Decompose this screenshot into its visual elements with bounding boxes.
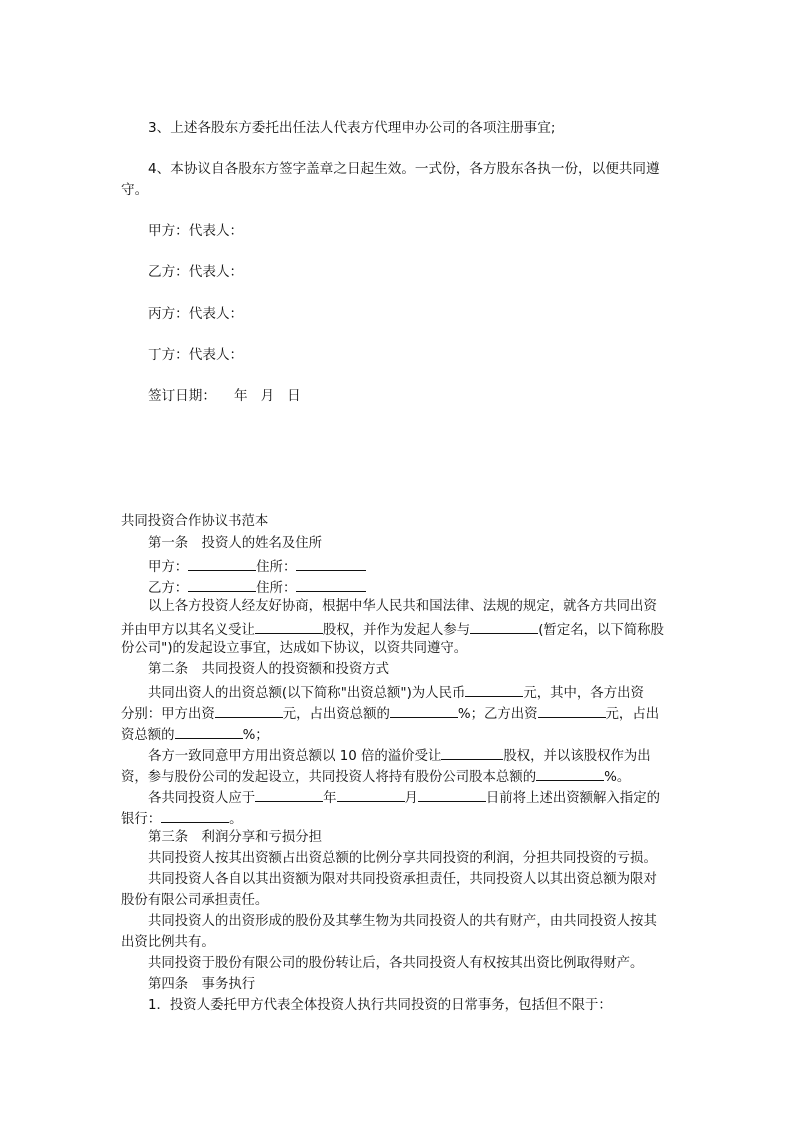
share-percent-blank bbox=[536, 768, 604, 781]
para-1-line2: 并由甲方以其名义受让 股权，并作为发起人参与 (暂定名，以下简称股 bbox=[121, 623, 664, 638]
party-b-info: 乙方： 住所： bbox=[148, 579, 366, 595]
para-6-line2: 股份有限公司承担责任。 bbox=[121, 893, 269, 908]
party-b-amount-blank bbox=[538, 705, 606, 718]
para-9: 1．投资人委托甲方代表全体投资人执行共同投资的日常事务，包括但不限于： bbox=[148, 998, 612, 1013]
deadline-year-blank bbox=[255, 789, 323, 802]
deadline-month-blank bbox=[337, 789, 405, 802]
para-4-line1: 各共同投资人应于 年 月 日前将上述出资额解入指定的 bbox=[148, 791, 660, 806]
clause-4-line2: 守。 bbox=[121, 182, 149, 198]
party-a-info: 甲方： 住所： bbox=[148, 558, 366, 574]
article-3-title: 第三条 利润分享和亏损分担 bbox=[148, 830, 323, 845]
para-5: 共同投资人按其出资额占出资总额的比例分享共同投资的利润，分担共同投资的亏损。 bbox=[148, 851, 657, 866]
party-a-name-blank bbox=[188, 558, 256, 571]
para-4-line2: 银行： 。 bbox=[121, 812, 243, 827]
premium-equity-blank bbox=[441, 747, 503, 760]
party-a-representative: 甲方：代表人： bbox=[148, 223, 244, 239]
party-b-percent-blank bbox=[175, 726, 243, 739]
party-a-percent-blank bbox=[390, 705, 458, 718]
para-6-line1: 共同投资人各自以其出资额为限对共同投资承担责任，共同投资人以其出资总额为限对 bbox=[148, 872, 657, 887]
article-1-title: 第一条 投资人的姓名及住所 bbox=[148, 536, 323, 551]
para-3-line1: 各方一致同意甲方用出资总额以 10 倍的溢价受让 股权，并以该股权作为出 bbox=[148, 749, 651, 764]
deadline-day-blank bbox=[418, 789, 486, 802]
article-4-title: 第四条 事务执行 bbox=[148, 977, 256, 992]
para-2-line2: 分别：甲方出资 元，占出资总额的 %；乙方出资 元，占出 bbox=[121, 707, 660, 722]
para-2-line1: 共同出资人的出资总额(以下简称"出资总额")为人民币 元，其中，各方出资 bbox=[148, 686, 644, 701]
signing-year: 年 bbox=[233, 388, 248, 404]
signing-date-label: 签订日期： bbox=[148, 388, 216, 404]
clause-3: 3、上述各股东方委托出任法人代表方代理申办公司的各项注册事宜; bbox=[148, 120, 556, 136]
para-2-line3: 资总额的 %； bbox=[121, 728, 269, 743]
party-a-amount-blank bbox=[215, 705, 283, 718]
para-1-line1: 以上各方投资人经友好协商，根据中华人民共和国法律、法规的规定，就各方共同出资 bbox=[148, 599, 657, 614]
party-b-representative: 乙方：代表人： bbox=[148, 264, 244, 280]
party-c-representative: 丙方：代表人： bbox=[148, 306, 244, 322]
document-title: 共同投资合作协议书范本 bbox=[121, 514, 269, 529]
signing-month: 月 bbox=[260, 388, 275, 404]
para-8: 共同投资于股份有限公司的股份转让后，各共同投资人有权按其出资比例取得财产。 bbox=[148, 956, 644, 971]
party-b-name-blank bbox=[188, 579, 256, 592]
party-d-representative: 丁方：代表人： bbox=[148, 347, 244, 363]
signing-date bbox=[148, 390, 301, 404]
equity-target-blank bbox=[255, 621, 323, 634]
party-a-address-blank bbox=[296, 558, 366, 571]
article-2-title: 第二条 共同投资人的投资额和投资方式 bbox=[148, 662, 390, 677]
party-b-address-blank bbox=[296, 579, 366, 592]
para-1-line3: 份公司")的发起设立事宜，达成如下协议，以资共同遵守。 bbox=[121, 641, 468, 656]
para-7-line2: 出资比例共有。 bbox=[121, 935, 215, 950]
para-7-line1: 共同投资人的出资形成的股份及其孳生物为共同投资人的共有财产，由共同投资人按其 bbox=[148, 914, 657, 929]
company-name-blank bbox=[470, 621, 538, 634]
signing-day: 日 bbox=[287, 388, 301, 404]
bank-name-blank bbox=[161, 810, 229, 823]
para-3-line2: 资，参与股份公司的发起设立，共同投资人将持有股份公司股本总额的 %。 bbox=[121, 770, 631, 785]
total-capital-blank bbox=[465, 684, 523, 697]
clause-4-line1: 4、本协议自各股东方签字盖章之日起生效。一式份，各方股东各执一份，以便共同遵 bbox=[148, 161, 660, 177]
